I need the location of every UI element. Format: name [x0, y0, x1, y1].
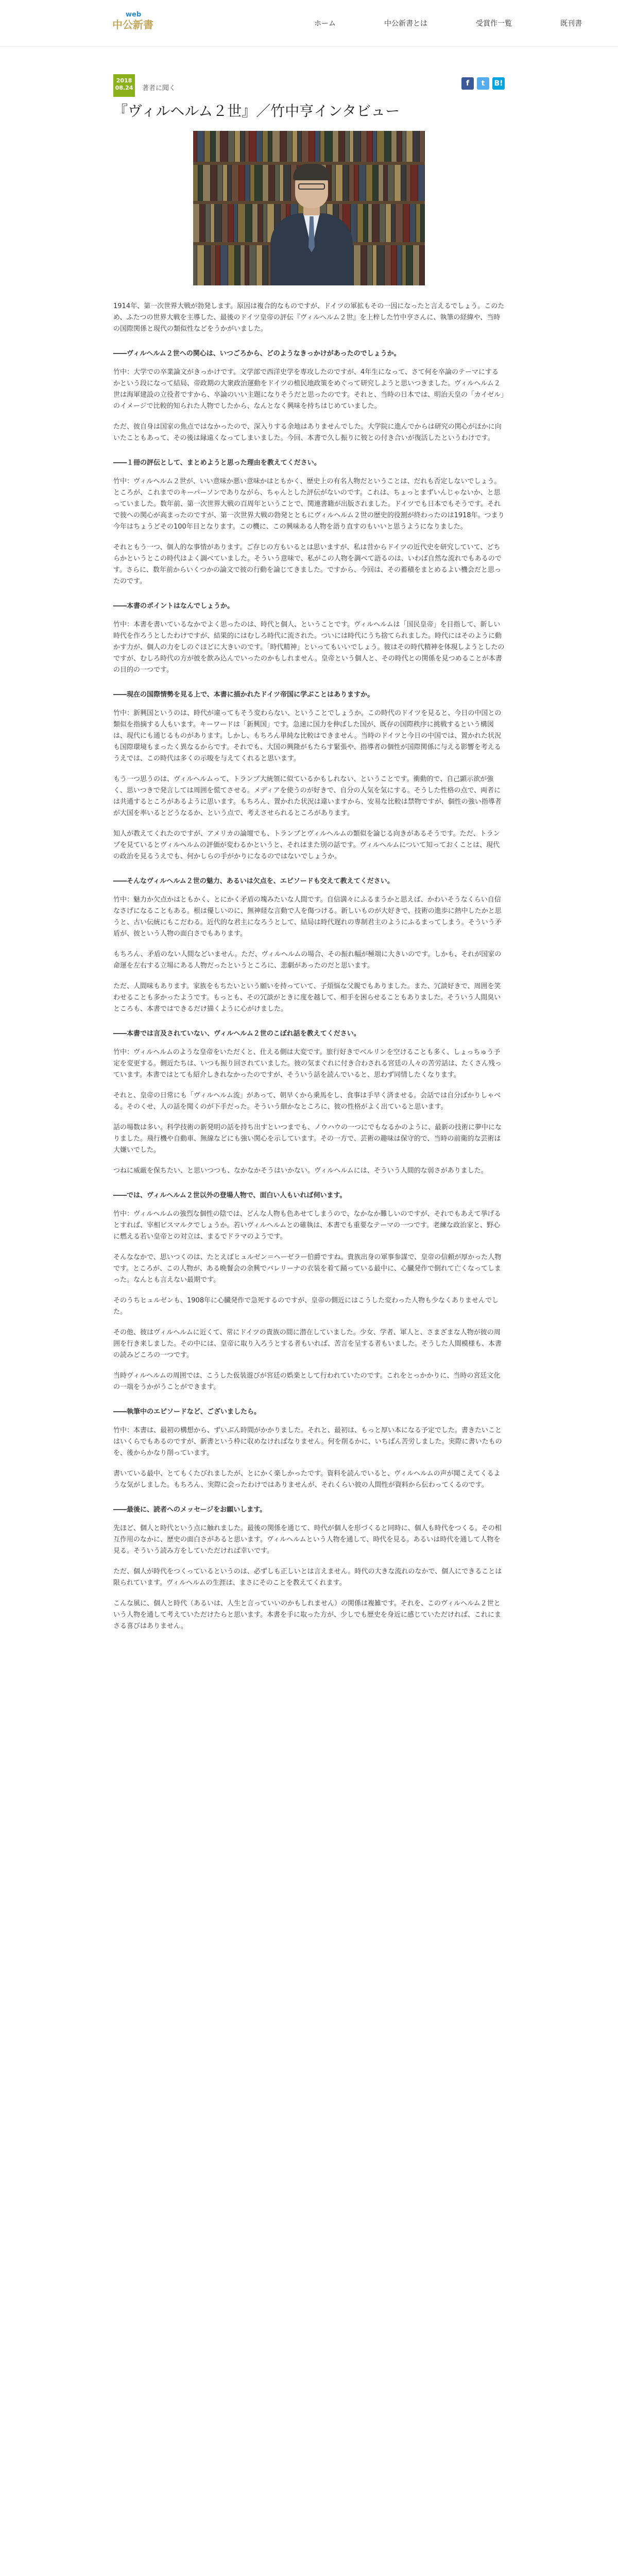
- category-label[interactable]: 著者に聞く: [142, 84, 176, 92]
- twitter-share-icon[interactable]: t: [477, 77, 489, 90]
- nav-about[interactable]: 中公新書とは: [384, 20, 427, 28]
- interview-paragraph: もちろん、矛盾のない人間などいません。ただ、ヴィルヘルムの場合、その振れ幅が極端に大きいのです。しかも、それが国家の命運を左右する立場にある人物だったというところに、悲劇があったのだと思います。: [113, 951, 502, 970]
- interview-paragraph: 先ほど、個人と時代という点に触れました。最後の関係を通じて、時代が個人を形づくると同時に、個人も時代をつくる。その相互作用のなかに、歴史の面白さがあると思います。ヴィルヘルムという人物を通して、時代を見る。あるいは時代を通して人物を見る。そういう読み方をしていただければ幸いです。: [113, 1524, 502, 1555]
- interview-paragraph: 竹中：新興国というのは、時代が違ってもそう変わらない、ということでしょうか。この時代のドイツを見ると、今日の中国との類似を指摘する人もいます。キーワードは「新興国」です。急速に国力を伸ばした国が、既存の国際秩序に挑戦するという構図は、現代にも通じるものがあります。しかし、もちろん単純な比較はできません。当時のドイツと今日の中国では、置かれた状況も国際環境もまったく異なるからです。それでも、大国の興隆がもたらす緊張や、指導者の個性が国際関係に与える影響を考えるうえでは、この時代は多くの示唆を与えてくれると思います。: [113, 709, 502, 762]
- interview-paragraph: 当時ヴィルヘルムの周囲では、こうした仮装遊びが宮廷の娯楽として行われていたのです。これをとっかかりに、当時の宮廷文化の一端をうかがうことができます。: [113, 1372, 501, 1391]
- date-badge: [113, 74, 135, 97]
- interview-question: ――ヴィルヘルム２世への関心は、いつごろから、どのようなきっかけがあったのでしょうか。: [113, 350, 401, 358]
- interview-paragraph: つねに威厳を保ちたい、と思いつつも、なかなかそうはいかない。ヴィルヘルムには、そういう人間的な弱さがありました。: [113, 1167, 488, 1175]
- interview-paragraph: ただ、個人が時代をつくっているというのは、必ずしも正しいとは言えません。時代の大きな流れのなかで、個人にできることは限られています。ヴィルヘルムの生涯は、まさにそのことを教えてくれます。: [113, 1568, 502, 1587]
- nav-home[interactable]: ホーム: [314, 20, 336, 28]
- main-nav: [314, 18, 582, 30]
- interview-paragraph: もう一つ思うのは、ヴィルヘルムって、トランプ大統領に似ているかもしれない、ということです。衝動的で、自己顕示欲が強く、思いつきで発言しては周囲を慌てさせる。メディアを使うのが好きで、自分の人気を気にする。そうした性格の点で、両者には共通するところがあるように思います。もちろん、置かれた状況は違いますから、安易な比較は禁物ですが、個性の強い指導者が大国を率いるとどうなるか、という点で、考えさせられるところがあります。: [113, 775, 502, 817]
- interview-paragraph: ただ、人間味もあります。家族をもちたいという願いを持っていて、子煩悩な父親でもありました。また、冗談好きで、周囲を笑わせることも多かったようです。もっとも、その冗談がときに度を越して、相手を困らせることもありました。そういう人間臭いところも、本書ではできるだけ描くように心がけました。: [113, 982, 501, 1013]
- facebook-share-icon[interactable]: f: [461, 77, 474, 90]
- interview-question: ――最後に、読者へのメッセージをお願いします。: [113, 1506, 267, 1514]
- hatena-bookmark-icon[interactable]: B!: [492, 77, 505, 90]
- date-year: 2018: [116, 77, 132, 84]
- interview-paragraph: 竹中：ヴィルヘルムの強烈な個性の陰では、どんな人物も色あせてしまうので、なかなか難しいのですが、それでもあえて挙げるとすれば、宰相ビスマルクでしょうか。若いヴィルヘルムとの確執は、本書でも重要なテーマの一つです。老練な政治家と、野心に燃える若い皇帝との対立は、まるでドラマのようです。: [113, 1210, 501, 1241]
- interview-paragraph: 竹中：本書を書いているなかでよく思ったのは、時代と個人、ということです。ヴィルヘルムは「国民皇帝」を目指して、新しい時代を作ろうとしたわけですが、結果的にはむしろ時代に流された。ついには時代にうち捨てられました。時代にはそのように動かす力が、個人の力をしのぐほどに大きいのです。「時代精神」といってもいいでしょう。彼はその時代精神を体現しようとしたのですが、むしろ時代の方が彼を飲み込んでいったのかもしれません。皇帝という個人と、その時代との関係を見つめることが本書の目的の一つです。: [113, 621, 505, 674]
- article-meta: [113, 67, 505, 98]
- interview-question: ――本書のポイントはなんでしょうか。: [113, 602, 234, 610]
- share-buttons: [461, 77, 505, 90]
- interview-paragraph: 竹中：本書は、最初の構想から、ずいぶん時間がかかりました。それと、最初は、もっと厚い本になる予定でした。書きたいことはいくらでもあるのですが、新書という枠に収めなければなりません。何を削るかに、いちばん苦労しました。実際に書いたものを、後からかなり削っています。: [113, 1427, 502, 1457]
- nav-backlist[interactable]: 既刊書: [560, 20, 582, 28]
- article-title: 『ヴィルヘルム２世』／竹中亨インタビュー: [113, 103, 400, 120]
- interview-question: ――１冊の評伝として、まとめようと思った理由を教えてください。: [113, 459, 321, 467]
- interview-question: ――現在の国際情勢を見る上で、本書に描かれたドイツ帝国に学ぶことはありますか。: [113, 691, 374, 699]
- interview-paragraph: そのうちヒュルゼンも、1908年に心臓発作で急死するのですが、皇帝の側近にはこうした変わった人物も少なくありませんでした。: [113, 1297, 499, 1316]
- interview-paragraph: 竹中：大学での卒業論文がきっかけです。文学部で西洋史学を専攻したのですが、4年生になって、さて何を卒論のテーマにするかという段になって結局、帝政期の大衆政治運動をドイツの植民地政策をめぐって研究しようと思いつきました。ヴィルヘルム２世は海軍建設の立役者ですから、卒論のいい主題になりそうだと思ったのです。それと、当時の日本では、明治天皇の「カイゼル」のイメージで比較的知られた人物でしたから、なんとなく興味を持ちはじめていました。: [113, 368, 504, 410]
- interview-paragraph: そんななかで、思いつくのは、たとえばヒュルゼン＝ヘーゼラー伯爵ですね。貴族出身の軍事参謀で、皇帝の信頼が厚かった人物です。ところが、この人物が、ある晩餐会の余興でバレリーナの衣装を着て踊っている最中に、心臓発作で倒れて亡くなってしまった。なんとも言えない最期です。: [113, 1253, 502, 1284]
- logo-name-text: 中公新書: [112, 19, 153, 31]
- interview-question: ――では、ヴィルヘルム２世以外の登場人物で、面白い人もいれば伺います。: [113, 1192, 347, 1199]
- article-body: [113, 301, 505, 1632]
- interview-paragraph: 竹中：ヴィルヘルム２世が、いい意味か悪い意味かはともかく、歴史上の有名人物だということは、だれも否定しないでしょう。ところが、これまでのキーパーソンでありながら、ちゃんとした評伝がないのです。これは、ちょっとまずいんじゃないか、と思っていました。数年前、第一次世界大戦の百周年ということで、関連書籍が出版されました。ドイツでも日本でもそうです。それで彼への関心が高まったのですが、第一次世界大戦の勃発とともにヴィルヘルム２世の歴史的役割が終わったのは1918年。つまり今年はちょうどその100年目となります。この機に、この興味ある人物を語り直すのもいいと思うようになりました。: [113, 478, 505, 531]
- interview-question: ――そんなヴィルヘルム２世の魅力、あるいは欠点を、エピソードも交えて教えてください。: [113, 877, 394, 885]
- site-logo[interactable]: [112, 11, 159, 37]
- interview-question: ――本書では言及されていない、ヴィルヘルム２世のこぼれ話を教えてください。: [113, 1030, 360, 1038]
- interview-paragraph: 竹中：ヴィルヘルムのような皇帝をいただくと、仕える側は大変です。旅行好きでベルリンを空けることも多く、しょっちゅう予定を変更する。側近たちは、いつも振り回されていました。彼の気まぐれに付き合わされる宮廷の人々の苦労話は、たくさん残っています。本書ではとても紹介しきれなかったのですが、そういう話を読んでいると、思わず同情したくなります。: [113, 1048, 502, 1079]
- interview-paragraph: 話の場数は多い。科学技術の新発明の話を持ち出すといつまでも、ノウハウの一つにでもなるかのように、最新の技術に夢中になりました。飛行機や自動車、無線などにも強い関心を示しています。その一方で、芸術の趣味は保守的で、当時の前衛的な芸術は大嫌いでした。: [113, 1124, 502, 1154]
- interview-paragraph: 書いている最中、とてもくたびれましたが、とにかく楽しかったです。資料を読んでいると、ヴィルヘルムの声が聞こえてくるような気がしました。もちろん、実際に会ったわけではありませんが、それくらい彼の人間性が資料から伝わってくるのです。: [113, 1470, 501, 1489]
- article: [113, 67, 505, 1641]
- interview-paragraph: その他、彼はヴィルヘルムに近くて、常にドイツの貴族の間に潜在していました。少女、学者、軍人と、さまざまな人物が彼の周囲を行き来しました。その中には、皇帝に取り入ろうとする者もいれば、苦言を呈する者もいました。そうした人間模様も、本書の読みどころの一つです。: [113, 1329, 502, 1359]
- interview-paragraph: 竹中：魅力か欠点かはともかく、とにかく矛盾の塊みたいな人間です。自信満々にふるまうかと思えば、かわいそうなくらい自信なさげになることもある。根は優しいのに、無神経な言動で人を傷つける。新しいものが大好きで、技術の進歩に熱中したかと思うと、古い伝統にもこだわる。近代的な君主になろうとして、結局は時代遅れの専制君主のようにふるまってしまう。そういう矛盾が、彼という人物の面白さでもあります。: [113, 896, 502, 938]
- interview-paragraph: ただ、彼自身は国家の焦点ではなかったので、深入りする余地はありませんでした。大学院に進んでからは研究の関心がほかに向いたこともあって、その後は縁遠くなってしまいました。今回、本書で久し振りに彼との付き合いが復活したというわけです。: [113, 423, 502, 442]
- interview-question: ――執筆中のエピソードなど、ございましたら。: [113, 1408, 261, 1416]
- logo-web-text: web: [126, 11, 142, 19]
- date-day: 08.24: [115, 84, 133, 91]
- site-header: [0, 0, 618, 47]
- author-photo: [193, 131, 425, 285]
- bookshelf-row: [193, 131, 425, 162]
- interview-paragraph: 1914年、第一次世界大戦が勃発します。原因は複合的なものですが、ドイツの軍拡もその一因になったと言えるでしょう。このため、ふたつの世界大戦を主導した、最後のドイツ皇帝の評伝『ヴィルヘルム２世』を上梓した竹中亨さんに、執筆の経緯や、当時の国際関係と現代の類似性などをうかがいました。: [113, 302, 505, 333]
- interview-paragraph: それと、皇帝の日常にも「ヴィルヘルム流」があって、朝早くから乗馬をし、食事は手早く済ませる。会話では自分ばかりしゃべる。そのくせ、人の話を聞くのが下手だった。そういう細かなところに、彼の性格がよく出ていると思います。: [113, 1092, 501, 1111]
- interview-paragraph: それともう一つ、個人的な事情があります。ご存じの方もいるとは思いますが、私は昔からドイツの近代史を研究していて、どちらかというとこの時代はよく調べていました。そういう意味で、私がこの人物を調べて語るのは、いわば自然な流れでもあるのです。さらに、数年前からいくつかの論文で彼の行動を論じてきました。ですから、今回は、その蓄積をまとめるよい機会だと思ったのです。: [113, 544, 502, 585]
- interview-paragraph: 知人が教えてくれたのですが、アメリカの論壇でも、トランプとヴィルヘルムの類似を論じる向きがあるそうです。ただ、トランプを見ているとヴィルヘルムの評価が変わるかというと、それはまた別の話です。ヴィルヘルムについて知っておくことは、現代の政治を見るうえでも、何かしらの手がかりになるのではないでしょうか。: [113, 830, 500, 860]
- interview-paragraph: こんな風に、個人と時代（あるいは、人生と言っていいのかもしれません）の関係は複雑です。それを、このヴィルヘルム２世という人物を通して考えていただけたらと思います。本書を手に取った方が、少しでも歴史を身近に感じていただければ、これにまさる喜びはありません。: [113, 1600, 501, 1630]
- author-figure: [270, 167, 353, 285]
- nav-awards[interactable]: 受賞作一覧: [476, 20, 512, 28]
